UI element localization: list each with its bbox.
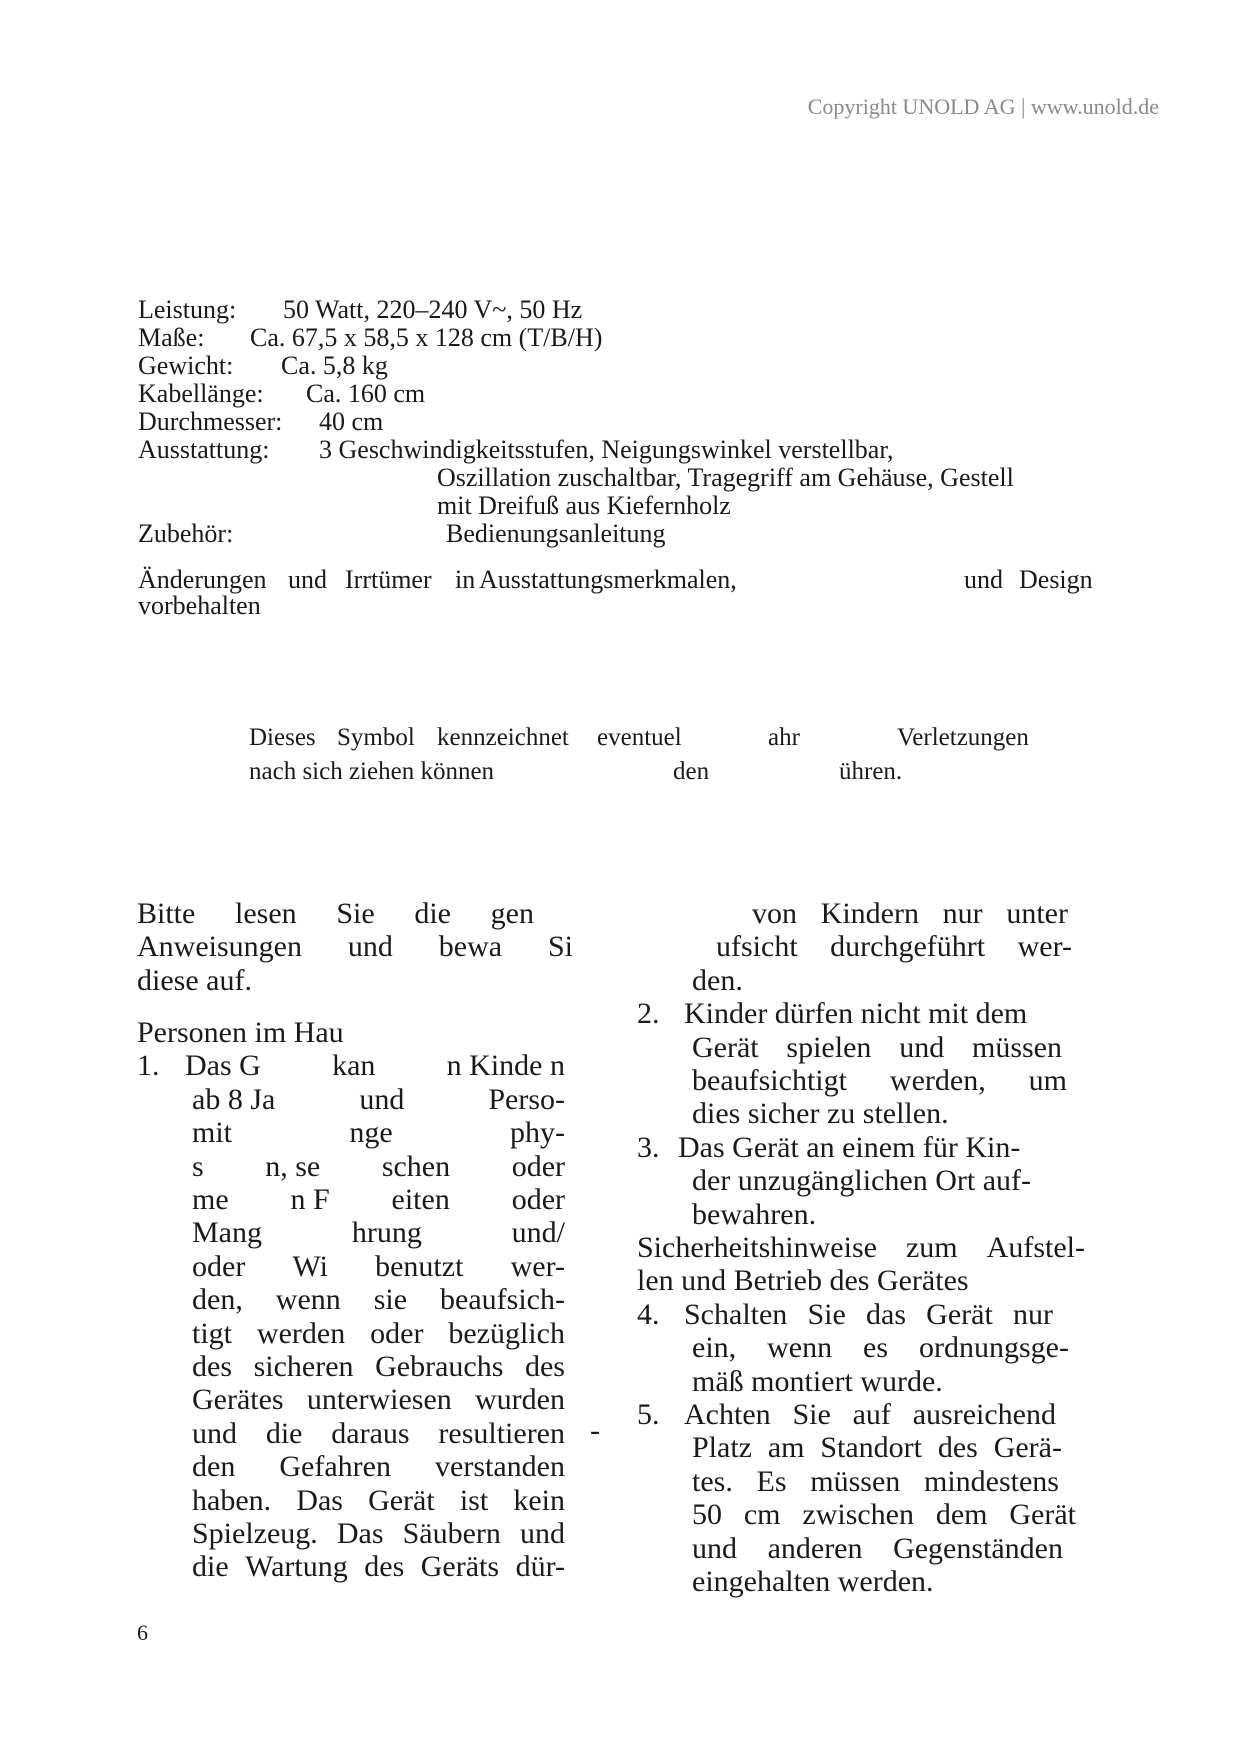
- text-line: [192, 1350, 565, 1383]
- word: Wartung: [245, 1550, 348, 1584]
- word: Standort: [820, 1431, 923, 1465]
- word: ab 8 Ja: [192, 1082, 276, 1116]
- text-line: [678, 1131, 1078, 1164]
- word: kan: [332, 1049, 376, 1083]
- text-line: [692, 1532, 1063, 1565]
- word: sie: [373, 1283, 408, 1317]
- list-number: 3.: [637, 1130, 660, 1164]
- word: von: [752, 897, 797, 930]
- word: dem: [935, 1498, 988, 1532]
- text-line: [192, 1283, 565, 1316]
- text-line: [192, 1517, 565, 1550]
- word: die: [265, 1416, 303, 1450]
- spec-row-kabellaenge: [0, 380, 1241, 408]
- spec-value: Ca. 160 cm: [306, 379, 426, 408]
- word: Schalten: [684, 1297, 788, 1331]
- text-line: [192, 1417, 565, 1450]
- word: dies sicher zu stellen.: [692, 1097, 949, 1131]
- symbol-word: Verletzungen: [897, 724, 1029, 751]
- word: oder: [370, 1316, 424, 1350]
- spec-value: 40 cm: [319, 407, 384, 436]
- word: das: [866, 1297, 906, 1331]
- spec-value: 50 Watt, 220–240 V~, 50 Hz: [283, 295, 583, 324]
- symbol-word: den: [673, 758, 710, 785]
- word: hrung: [351, 1216, 422, 1250]
- word: phy-: [510, 1116, 565, 1150]
- word: Gefahren: [279, 1450, 391, 1484]
- word: den,: [192, 1283, 243, 1317]
- word: es: [863, 1331, 889, 1365]
- word: n, se: [265, 1149, 321, 1183]
- hyphen-mark: -: [590, 1414, 600, 1447]
- symbol-word: kennzeichnet: [437, 724, 569, 751]
- word: Sie: [792, 1398, 831, 1431]
- word: gen: [490, 897, 534, 930]
- text-line: [692, 1064, 1067, 1097]
- word: schen: [381, 1149, 451, 1183]
- word: und: [899, 1030, 945, 1064]
- note-word: Ausstattungsmerkmalen,: [479, 565, 737, 594]
- spec-label: Gewicht:: [138, 351, 234, 380]
- text-line: [692, 964, 892, 997]
- word: am: [767, 1431, 805, 1465]
- note-word: Änderungen: [138, 565, 267, 594]
- text-line: [192, 1550, 565, 1583]
- word: benutzt: [375, 1249, 464, 1283]
- word: diese auf.: [137, 963, 252, 997]
- word: Es: [756, 1464, 787, 1498]
- text-line: [692, 1331, 1069, 1364]
- word: Gerä-: [993, 1431, 1062, 1465]
- spec-row-ausstattung: [0, 436, 1241, 464]
- spec-value-continuation: Oszillation zuschaltbar, Tragegriff am Gehäuse, Gestell: [437, 463, 1014, 492]
- word: unterwiesen: [306, 1383, 452, 1417]
- word: Gebrauchs: [375, 1350, 504, 1383]
- text-line: [192, 1216, 565, 1249]
- text-line: [192, 1484, 565, 1517]
- word: den: [192, 1450, 236, 1484]
- spec-label: Durchmesser:: [138, 407, 283, 436]
- symbol-word: Dieses: [249, 724, 316, 751]
- word: ordnungsge-: [919, 1331, 1069, 1365]
- word: und/: [511, 1216, 565, 1250]
- word: len und Betrieb des Gerätes: [637, 1264, 969, 1298]
- text-line: [692, 1031, 1062, 1064]
- text-line: [692, 1465, 1059, 1498]
- text-line: [192, 1150, 565, 1183]
- word: eiten: [391, 1183, 450, 1216]
- spec-value: Ca. 67,5 x 58,5 x 128 cm (T/B/H): [250, 323, 603, 352]
- word: kein: [513, 1483, 565, 1517]
- word: Perso-: [488, 1082, 565, 1116]
- word: zwischen: [802, 1498, 914, 1532]
- spec-row-gewicht: [0, 352, 1241, 380]
- word: haben.: [192, 1483, 272, 1517]
- word: mindestens: [923, 1464, 1059, 1498]
- note-word: und: [288, 565, 327, 594]
- spec-row-durchmesser: [0, 408, 1241, 436]
- symbol-word: Symbol: [337, 724, 415, 751]
- text-line: [684, 1298, 1053, 1331]
- note-word: und: [964, 565, 1003, 594]
- word: nur: [942, 897, 983, 930]
- word: um: [1028, 1064, 1067, 1097]
- word: müssen: [972, 1030, 1062, 1064]
- word: des: [937, 1431, 978, 1465]
- text-line: [752, 897, 1068, 930]
- word: Geräts: [420, 1550, 500, 1584]
- word: 50: [692, 1498, 722, 1532]
- word: cm: [743, 1498, 781, 1532]
- word: ufsicht: [716, 930, 798, 964]
- note-word: Design: [1019, 565, 1093, 594]
- word: spielen: [786, 1030, 872, 1064]
- spec-label: Maße:: [138, 323, 205, 352]
- word: s: [192, 1149, 204, 1183]
- word: werden,: [889, 1064, 986, 1097]
- note-line: vorbehalten: [138, 591, 261, 620]
- spec-row-masse: [0, 324, 1241, 352]
- word: die: [414, 897, 451, 930]
- text-line: [684, 997, 1074, 1030]
- word: n Kinde n: [446, 1049, 565, 1083]
- symbol-word: eventuel: [597, 724, 682, 751]
- word: des: [192, 1350, 232, 1383]
- word: ein,: [692, 1331, 737, 1365]
- word: die: [192, 1550, 229, 1584]
- word: des: [524, 1350, 565, 1383]
- word: wenn: [767, 1331, 833, 1365]
- word: Aufstel-: [986, 1231, 1085, 1264]
- word: durchgeführt: [830, 930, 986, 964]
- list-number: 4.: [637, 1297, 660, 1331]
- word: ausreichend: [912, 1398, 1056, 1431]
- word: Achten: [684, 1398, 771, 1431]
- word: und: [359, 1082, 405, 1116]
- word: tigt: [192, 1316, 233, 1350]
- word: Gerät: [692, 1030, 759, 1064]
- word: Gerät: [368, 1483, 435, 1517]
- word: Mang: [192, 1216, 262, 1250]
- word: Anweisungen: [137, 930, 302, 964]
- list-number: 5.: [637, 1398, 660, 1431]
- word: n F: [290, 1183, 330, 1216]
- symbol-word: ühren.: [839, 758, 903, 785]
- word: Kindern: [820, 897, 919, 930]
- word: beaufsichtigt: [692, 1064, 847, 1097]
- word: bewa: [438, 930, 503, 964]
- spec-row-leistung: [0, 296, 1241, 324]
- text-line: [137, 964, 337, 997]
- word: Das: [336, 1517, 384, 1550]
- word: nge: [349, 1116, 393, 1150]
- word: Spielzeug.: [192, 1517, 318, 1550]
- copyright-notice: Copyright UNOLD AG | www.unold.de: [807, 94, 1159, 119]
- word: wer-: [510, 1249, 565, 1283]
- word: Das Gerät an einem für Kin-: [678, 1130, 1021, 1164]
- text-line: [192, 1083, 565, 1116]
- spec-value-continuation: mit Dreifuß aus Kiefernholz: [437, 491, 731, 520]
- word: und: [692, 1531, 737, 1565]
- word: oder: [192, 1249, 246, 1283]
- word: ist: [459, 1483, 489, 1517]
- word: anderen: [767, 1531, 863, 1565]
- note-word: Irrtümer: [345, 565, 432, 594]
- symbol-word: nach sich ziehen können: [249, 758, 495, 785]
- word: Kinder dürfen nicht mit dem: [684, 997, 1028, 1031]
- text-line: [637, 1231, 1085, 1264]
- text-line: [192, 1317, 565, 1350]
- text-line: [185, 1049, 565, 1082]
- word: den.: [692, 963, 743, 997]
- text-line: [137, 897, 534, 930]
- text-line: [692, 1198, 992, 1231]
- symbol-word: ahr: [768, 724, 800, 751]
- text-line: [692, 1365, 1069, 1398]
- page-number: 6: [137, 1620, 148, 1645]
- word: des: [364, 1550, 405, 1584]
- text-line: [192, 1250, 565, 1283]
- word: mäß montiert wurde.: [692, 1364, 943, 1398]
- spec-label: Zubehör:: [138, 519, 234, 548]
- text-line: [637, 1264, 1085, 1297]
- word: und: [192, 1416, 237, 1450]
- text-line: [192, 1450, 565, 1483]
- word: unter: [1006, 897, 1068, 930]
- word: eingehalten werden.: [692, 1565, 934, 1598]
- text-line: [692, 1565, 992, 1598]
- word: und: [347, 930, 393, 964]
- word: beaufsich-: [440, 1283, 565, 1317]
- word: wurden: [475, 1383, 565, 1417]
- word: bewahren.: [692, 1197, 817, 1231]
- text-line: [137, 930, 573, 963]
- word: Si: [547, 930, 573, 964]
- word: oder: [511, 1149, 565, 1183]
- section-heading: Personen im Hau: [137, 1016, 344, 1049]
- word: Platz: [692, 1431, 752, 1465]
- word: Gerät: [1009, 1498, 1076, 1532]
- word: lesen: [235, 897, 297, 930]
- word: Bitte: [137, 897, 196, 930]
- word: Gegenständen: [893, 1531, 1063, 1565]
- word: dür-: [515, 1550, 565, 1584]
- word: werden: [256, 1316, 346, 1350]
- word: wenn: [275, 1283, 341, 1317]
- spec-value: Ca. 5,8 kg: [281, 351, 388, 380]
- word: müssen: [810, 1464, 901, 1498]
- text-line: [192, 1183, 565, 1216]
- text-line: [192, 1116, 565, 1149]
- word: sicheren: [253, 1350, 354, 1383]
- spec-label: Ausstattung:: [138, 435, 270, 464]
- word: Säubern: [402, 1517, 501, 1550]
- word: daraus: [331, 1416, 410, 1450]
- word: der unzugänglichen Ort auf-: [692, 1164, 1032, 1198]
- note-word: in: [455, 565, 476, 594]
- word: bezüglich: [448, 1316, 565, 1350]
- spec-label: Kabellänge:: [138, 379, 264, 408]
- text-line: [692, 1097, 1067, 1130]
- list-number: 2.: [637, 997, 660, 1031]
- list-number: 1.: [137, 1049, 160, 1083]
- word: Gerätes: [192, 1383, 284, 1417]
- word: Gerät: [926, 1297, 993, 1331]
- text-line: [716, 930, 1072, 963]
- word: auf: [852, 1398, 891, 1431]
- word: Das G: [185, 1049, 261, 1083]
- text-line: [684, 1398, 1056, 1431]
- word: Sicherheitshinweise: [637, 1231, 877, 1264]
- word: Wi: [292, 1249, 328, 1283]
- word: zum: [905, 1231, 958, 1264]
- word: resultieren: [438, 1416, 565, 1450]
- word: und: [519, 1517, 565, 1550]
- spec-value: 3 Geschwindigkeitsstufen, Neigungswinkel verstellbar,: [319, 435, 894, 464]
- text-line: [692, 1164, 1092, 1197]
- word: Sie: [336, 897, 375, 930]
- text-line: [692, 1498, 1076, 1531]
- spec-label: Leistung:: [138, 295, 237, 324]
- text-line: [192, 1383, 565, 1416]
- word: me: [192, 1183, 229, 1216]
- word: oder: [511, 1183, 565, 1216]
- word: wer-: [1017, 930, 1072, 964]
- word: nur: [1012, 1297, 1053, 1331]
- word: Das: [296, 1483, 343, 1517]
- word: tes.: [692, 1464, 733, 1498]
- word: Sie: [807, 1297, 846, 1331]
- text-line: [692, 1431, 1062, 1464]
- word: verstanden: [435, 1450, 565, 1484]
- spec-row-zubehoer: [0, 520, 1241, 548]
- spec-value: Bedienungsanleitung: [446, 519, 666, 548]
- word: mit: [192, 1116, 233, 1150]
